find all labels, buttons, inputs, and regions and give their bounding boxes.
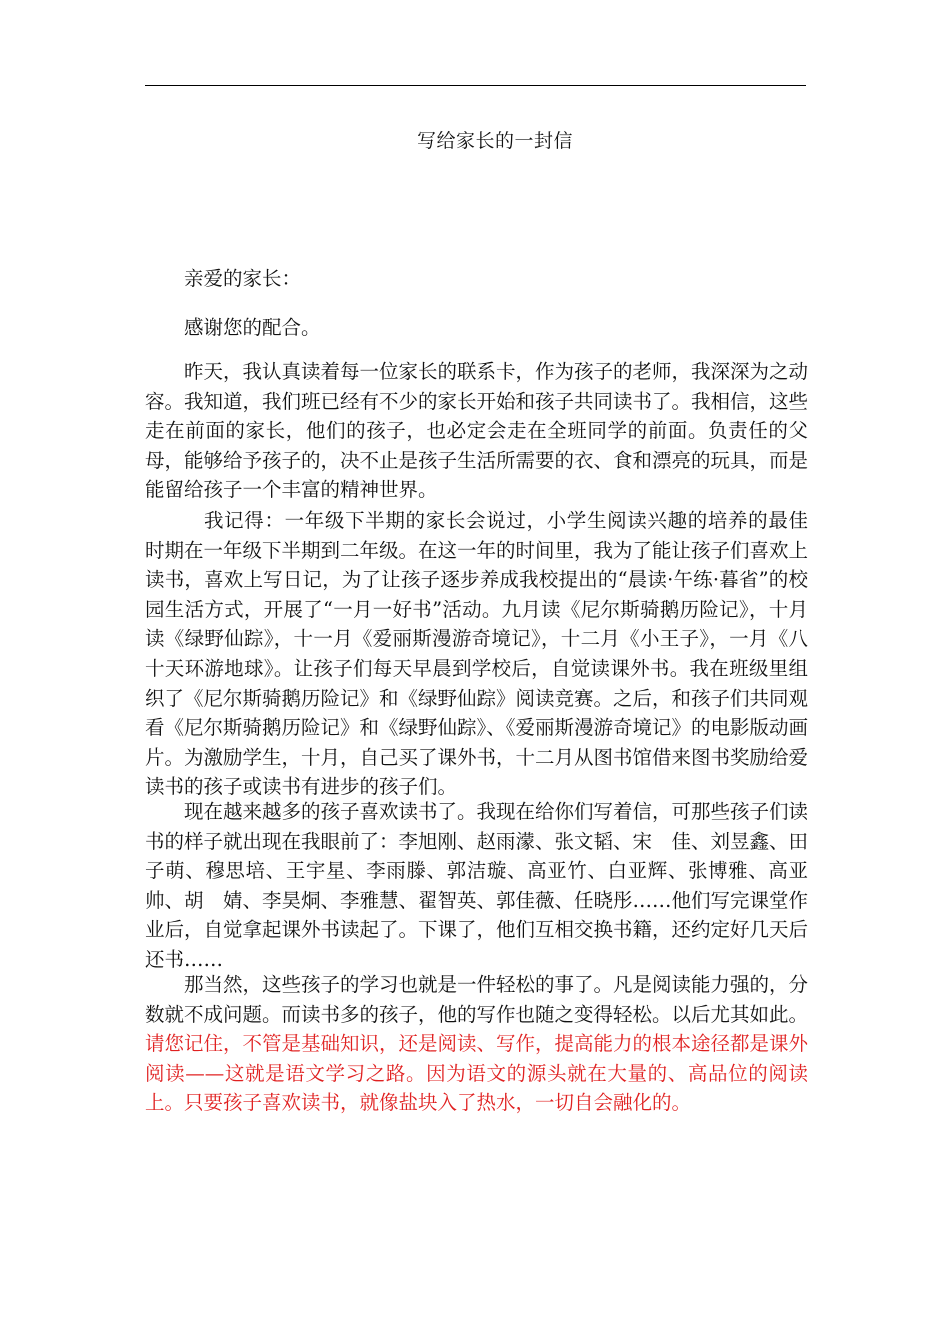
paragraph-4-emphasis-text: 请您记住，不管是基础知识，还是阅读、写作，提高能力的根本途径都是课外阅读——这就是语文学习之路。因为语文的源头就在大量的、高品位的阅读上。只要孩子喜欢读书，就像盐块入了热水，一切自会融化的。 [145,1032,809,1115]
paragraph-4-plain-text: 那当然，这些孩子的学习也就是一件轻松的事了。凡是阅读能力强的，分数就不成问题。而读书多的孩子，他的写作也随之变得轻松。以后尤其如此。 [145,973,809,1026]
paragraph-2: 我记得：一年级下半期的家长会说过，小学生阅读兴趣的培养的最佳时期在一年级下半期到二年级。在这一年的时间里，我为了能让孩子们喜欢上读书，喜欢上写日记，为了让孩子逐步养成我校提出的“晨读·午练·暮省”的校园生活方式，开展了“一月一好书”活动。九月读《尼尔斯骑鹅历险记》，十月读《绿野仙踪》，十一月《爱丽斯漫游奇境记》，十二月《小王子》，一月《八十天环游地球》。让孩子们每天早晨到学校后，自觉读课外书。我在班级里组织了《尼尔斯骑鹅历险记》和《绿野仙踪》阅读竞赛。之后，和孩子们共同观看《尼尔斯骑鹅历险记》和《绿野仙踪》、《爱丽斯漫游奇境记》的电影版动画片。为激励学生，十月，自己买了课外书，十二月从图书馆借来图书奖励给爱读书的孩子或读书有进步的孩子们。 [145,509,809,799]
paragraph-3: 现在越来越多的孩子喜欢读书了。我现在给你们写着信，可那些孩子们读书的样子就出现在我眼前了：李旭刚、赵雨濛、张文韬、宋 佳、刘昱鑫、田子萌、穆思培、王宇星、李雨滕、郭洁璇、高亚竹、白亚辉、张博雅、高亚帅、胡 婧、李昊烔、李雅慧、翟智英、郭佳薇、任晓彤……他们写完课堂作业后，自觉拿起课外书读起了。下课了，他们互相交换书籍，还约定好几天后还书…… [145,800,809,971]
paragraph-4 [145,970,808,1118]
paragraph-1: 昨天，我认真读着每一位家长的联系卡，作为孩子的老师，我深深为之动容。我知道，我们班已经有不少的家长开始和孩子共同读书了。我相信，这些走在前面的家长，他们的孩子，也必定会走在全班同学的前面。负责任的父母，能够给予孩子的，决不止是孩子生活所需要的衣、食和漂亮的玩具，而是能留给孩子一个丰富的精神世界。 [145,360,809,502]
letter-title: 写给家长的一封信 [416,130,573,152]
thanks-line: 感谢您的配合。 [184,316,321,339]
greeting: 亲爱的家长： [184,267,302,290]
header-rule [145,85,806,86]
